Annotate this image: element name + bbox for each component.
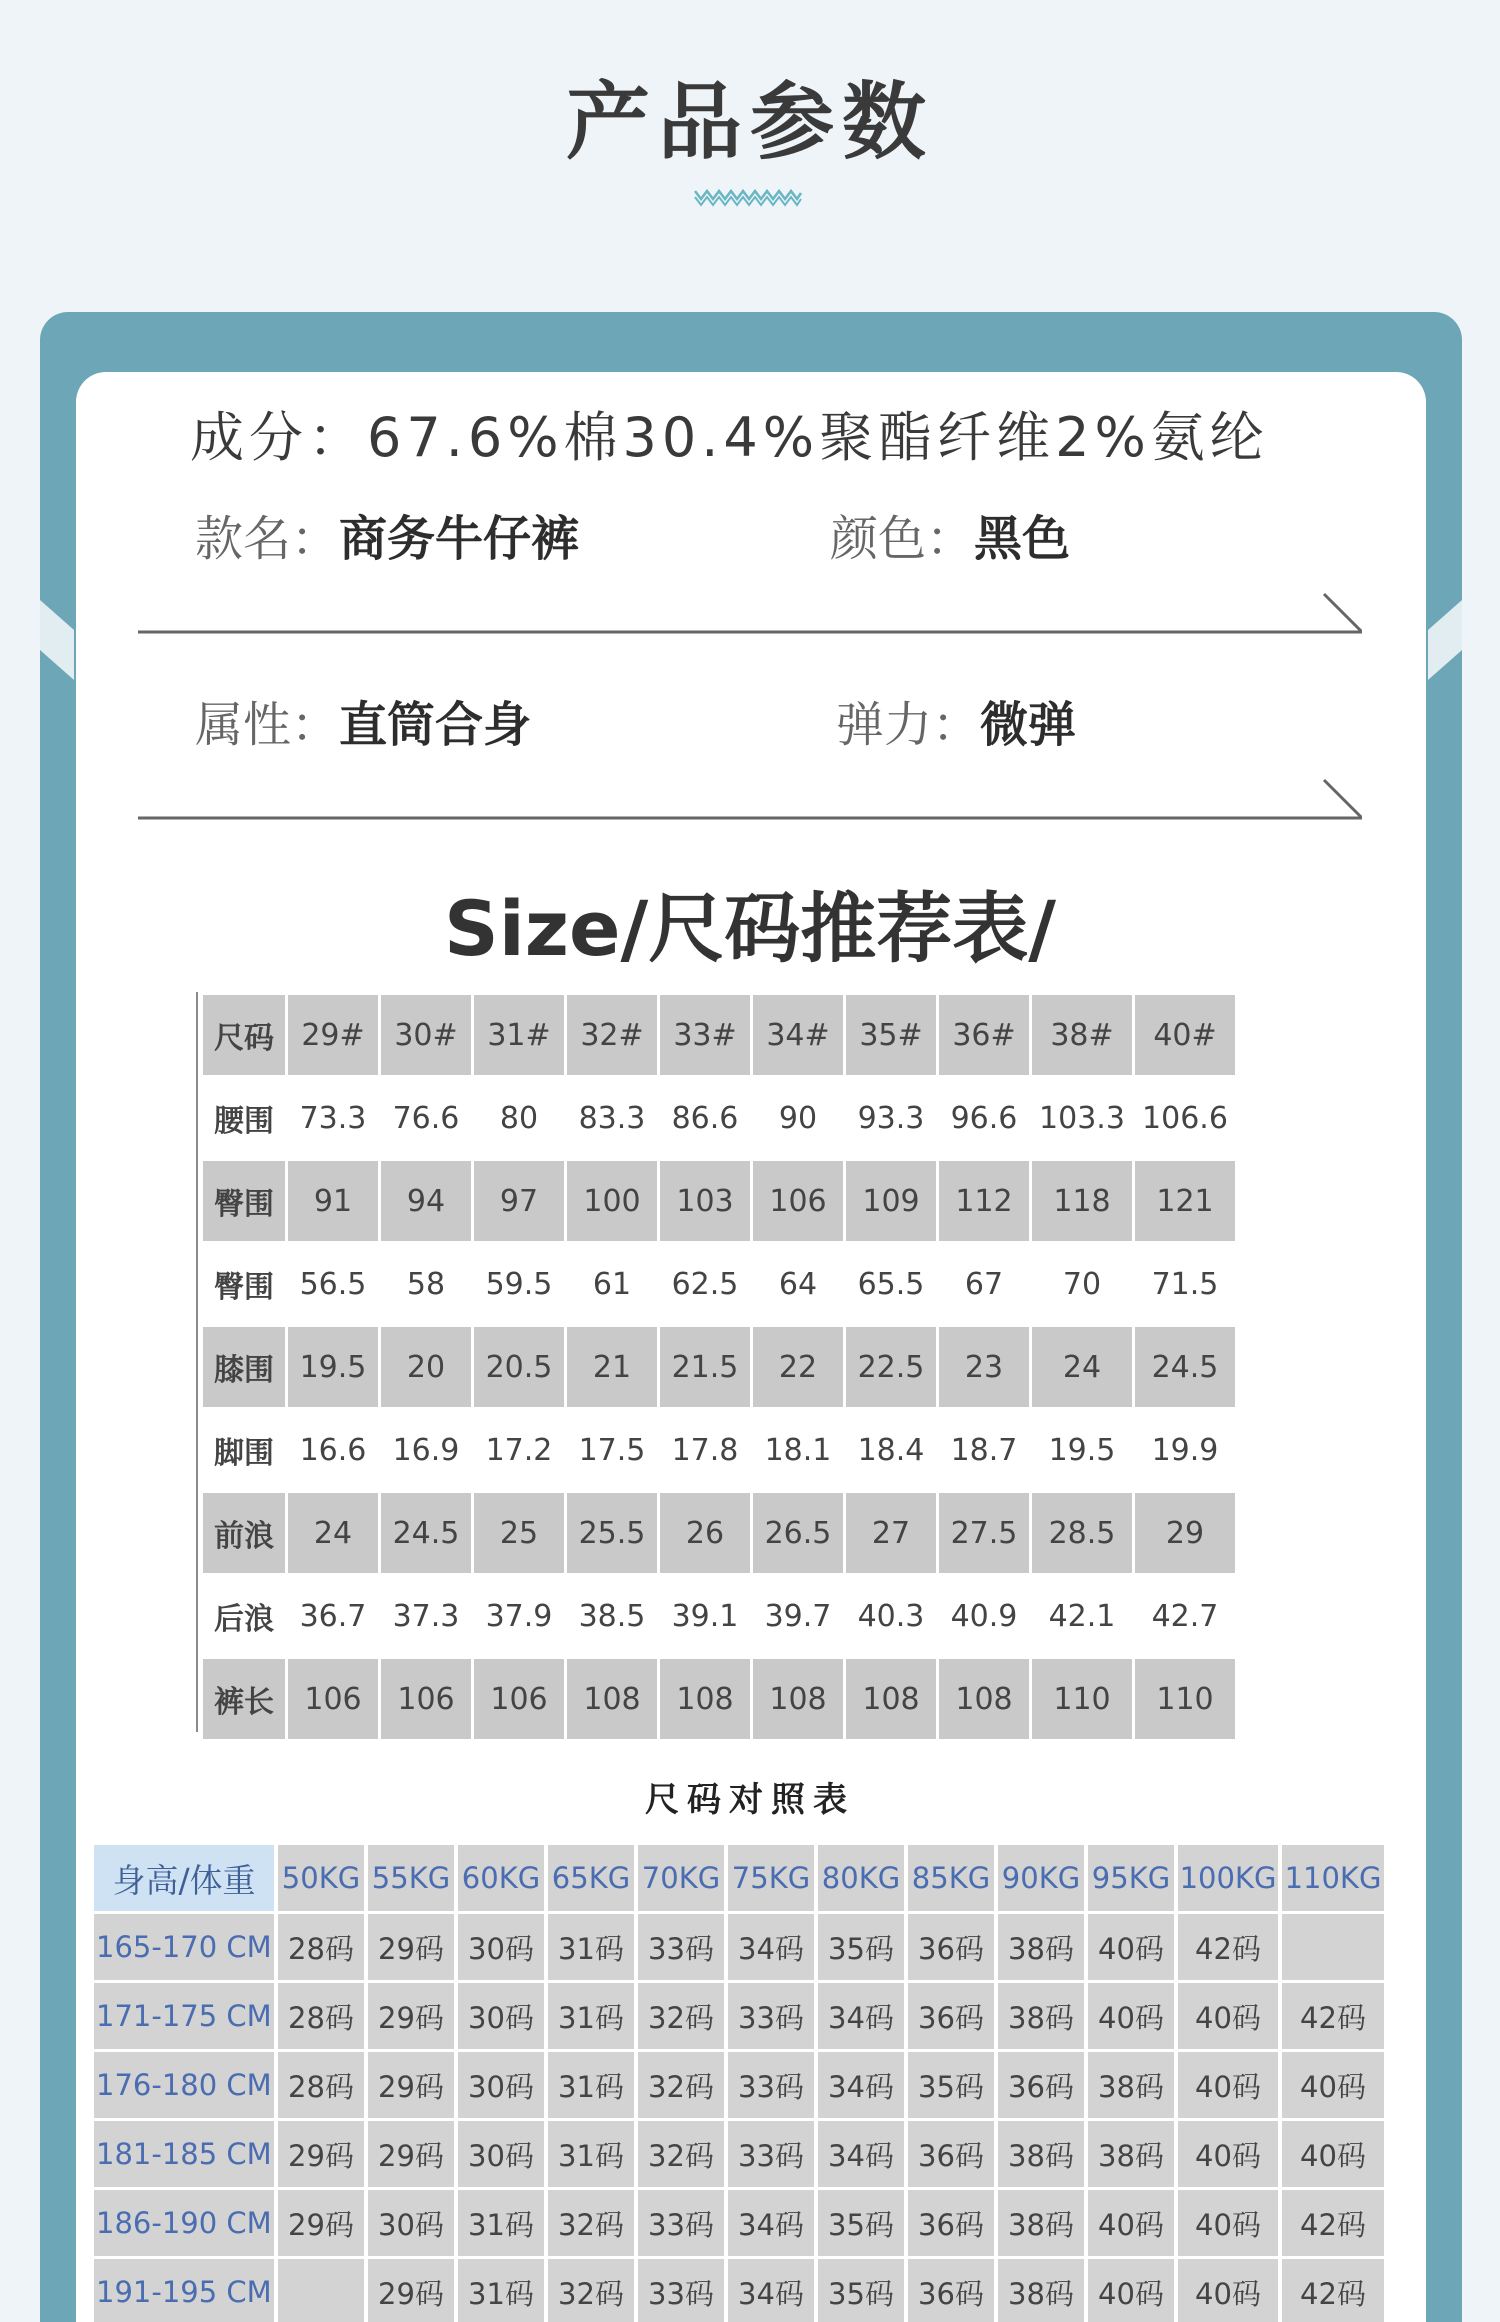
size-recommend-cell: 35码 xyxy=(818,2190,904,2256)
size-recommend-cell: 28码 xyxy=(278,1983,364,2049)
attr-key: 颜色： xyxy=(830,511,975,567)
attr-stretch xyxy=(836,686,1076,755)
size-cell: 16.6 xyxy=(288,1410,378,1490)
size-cell: 19.9 xyxy=(1135,1410,1235,1490)
size-row-label: 脚围 xyxy=(203,1410,285,1490)
compare-table-title: 尺码对照表 xyxy=(645,1780,855,1820)
size-table-title: Size/尺码推荐表/ xyxy=(443,884,1057,973)
size-cell: 24 xyxy=(1032,1327,1132,1407)
size-cell: 17.2 xyxy=(474,1410,564,1490)
size-recommend-cell: 29码 xyxy=(278,2121,364,2187)
size-recommend-cell: 40码 xyxy=(1088,1983,1174,2049)
size-recommend-cell: 34码 xyxy=(728,2190,814,2256)
size-cell: 19.5 xyxy=(1032,1410,1132,1490)
compare-row xyxy=(94,2121,1384,2187)
size-recommend-cell: 29码 xyxy=(368,2259,454,2322)
size-cell: 17.5 xyxy=(567,1410,657,1490)
size-cell: 110 xyxy=(1032,1659,1132,1739)
compare-row xyxy=(94,1983,1384,2049)
size-recommend-cell: 42码 xyxy=(1178,1914,1278,1980)
size-recommend-cell: 34码 xyxy=(818,1983,904,2049)
size-cell: 32# xyxy=(567,995,657,1075)
height-row-label: 181-185 CM xyxy=(94,2121,274,2187)
size-recommend-cell: 32码 xyxy=(548,2190,634,2256)
size-cell: 100 xyxy=(567,1161,657,1241)
size-cell: 22.5 xyxy=(846,1327,936,1407)
size-cell: 80 xyxy=(474,1078,564,1158)
size-cell: 26.5 xyxy=(753,1493,843,1573)
size-cell: 42.7 xyxy=(1135,1576,1235,1656)
size-row-label: 臀围 xyxy=(203,1161,285,1241)
size-cell: 106.6 xyxy=(1135,1078,1235,1158)
size-recommend-cell: 40码 xyxy=(1178,2190,1278,2256)
size-cell: 118 xyxy=(1032,1161,1132,1241)
size-recommend-cell: 36码 xyxy=(908,2259,994,2322)
size-cell: 25.5 xyxy=(567,1493,657,1573)
size-cell: 76.6 xyxy=(381,1078,471,1158)
size-cell: 36.7 xyxy=(288,1576,378,1656)
size-recommend-cell: 31码 xyxy=(458,2190,544,2256)
size-cell: 35# xyxy=(846,995,936,1075)
size-cell: 17.8 xyxy=(660,1410,750,1490)
size-recommend-cell: 38码 xyxy=(998,2259,1084,2322)
section-divider xyxy=(138,592,1362,644)
attr-style-name xyxy=(195,500,579,569)
size-row xyxy=(203,1659,1235,1739)
size-recommend-cell: 40码 xyxy=(1178,2052,1278,2118)
height-row-label: 191-195 CM xyxy=(94,2259,274,2322)
size-cell: 23 xyxy=(939,1327,1029,1407)
attr-value: 微弹 xyxy=(980,697,1077,753)
size-recommend-cell: 28码 xyxy=(278,2052,364,2118)
size-row xyxy=(203,1327,1235,1407)
height-row-label: 186-190 CM xyxy=(94,2190,274,2256)
size-cell: 93.3 xyxy=(846,1078,936,1158)
attr-fit xyxy=(195,686,531,755)
size-cell: 40.9 xyxy=(939,1576,1029,1656)
size-recommend-cell: 33码 xyxy=(728,2052,814,2118)
size-row-label: 裤长 xyxy=(203,1659,285,1739)
size-recommend-cell: 29码 xyxy=(278,2190,364,2256)
size-recommend-cell: 34码 xyxy=(818,2121,904,2187)
size-recommend-cell: 30码 xyxy=(458,1914,544,1980)
compare-row xyxy=(94,2259,1384,2322)
weight-header-cell: 50KG xyxy=(278,1845,364,1911)
weight-header-cell: 70KG xyxy=(638,1845,724,1911)
size-row xyxy=(203,1493,1235,1573)
size-row-label: 腰围 xyxy=(203,1078,285,1158)
size-recommend-cell: 40码 xyxy=(1088,2259,1174,2322)
attr-color xyxy=(830,500,1070,569)
size-recommend-cell: 31码 xyxy=(458,2259,544,2322)
size-cell: 59.5 xyxy=(474,1244,564,1324)
size-recommend-cell: 29码 xyxy=(368,2052,454,2118)
composition-text: 成分：67.6%棉30.4%聚酯纤维2%氨纶 xyxy=(190,406,1269,469)
size-cell: 30# xyxy=(381,995,471,1075)
weight-header-cell: 90KG xyxy=(998,1845,1084,1911)
size-recommend-cell: 31码 xyxy=(548,2052,634,2118)
table-left-rule xyxy=(196,992,198,1732)
page-title: 产品参数 xyxy=(565,73,934,171)
size-recommend-cell: 30码 xyxy=(458,1983,544,2049)
size-recommend-cell: 36码 xyxy=(908,2190,994,2256)
size-recommend-cell: 31码 xyxy=(548,1914,634,1980)
right-tab-decoration xyxy=(1428,600,1462,680)
size-cell: 106 xyxy=(288,1659,378,1739)
size-recommend-cell: 35码 xyxy=(818,2259,904,2322)
size-cell: 61 xyxy=(567,1244,657,1324)
attr-value: 黑色 xyxy=(974,511,1071,567)
size-cell: 19.5 xyxy=(288,1327,378,1407)
size-cell: 27 xyxy=(846,1493,936,1573)
size-recommend-cell: 36码 xyxy=(908,2121,994,2187)
size-cell: 27.5 xyxy=(939,1493,1029,1573)
size-recommend-cell: 33码 xyxy=(638,2190,724,2256)
attr-key: 款名： xyxy=(195,511,340,567)
size-cell: 90 xyxy=(753,1078,843,1158)
weight-header-cell: 100KG xyxy=(1178,1845,1278,1911)
size-cell: 67 xyxy=(939,1244,1029,1324)
size-recommend-cell: 36码 xyxy=(908,1914,994,1980)
weight-header-cell: 80KG xyxy=(818,1845,904,1911)
size-cell: 108 xyxy=(567,1659,657,1739)
size-cell: 106 xyxy=(474,1659,564,1739)
size-recommend-cell: 38码 xyxy=(1088,2052,1174,2118)
size-cell: 34# xyxy=(753,995,843,1075)
size-recommend-cell: 40码 xyxy=(1282,2121,1384,2187)
weight-header-cell: 95KG xyxy=(1088,1845,1174,1911)
size-recommend-cell: 34码 xyxy=(728,1914,814,1980)
size-recommend-cell: 30码 xyxy=(368,2190,454,2256)
size-recommend-cell: 35码 xyxy=(908,2052,994,2118)
size-recommend-cell: 35码 xyxy=(818,1914,904,1980)
size-cell: 106 xyxy=(753,1161,843,1241)
size-recommend-cell: 32码 xyxy=(638,2052,724,2118)
attr-value: 直筒合身 xyxy=(339,697,532,753)
size-recommend-cell: 38码 xyxy=(998,2190,1084,2256)
size-cell: 18.1 xyxy=(753,1410,843,1490)
size-recommend-cell: 38码 xyxy=(998,1914,1084,1980)
size-recommend-cell: 42码 xyxy=(1282,1983,1384,2049)
size-row-label: 后浪 xyxy=(203,1576,285,1656)
size-recommend-cell: 38码 xyxy=(998,1983,1084,2049)
size-cell: 31# xyxy=(474,995,564,1075)
height-row-label: 176-180 CM xyxy=(94,2052,274,2118)
weight-header-cell: 60KG xyxy=(458,1845,544,1911)
size-recommend-cell: 33码 xyxy=(638,1914,724,1980)
attr-value: 商务牛仔裤 xyxy=(339,511,580,567)
size-cell: 16.9 xyxy=(381,1410,471,1490)
size-cell: 25 xyxy=(474,1493,564,1573)
size-recommend-cell: 40码 xyxy=(1178,1983,1278,2049)
size-cell: 58 xyxy=(381,1244,471,1324)
compare-corner-cell: 身高/体重 xyxy=(94,1845,274,1911)
size-cell: 97 xyxy=(474,1161,564,1241)
size-recommend-cell: 29码 xyxy=(368,2121,454,2187)
size-cell: 110 xyxy=(1135,1659,1235,1739)
attr-key: 属性： xyxy=(195,697,340,753)
size-cell: 71.5 xyxy=(1135,1244,1235,1324)
size-recommend-cell: 33码 xyxy=(728,2121,814,2187)
size-recommend-cell: 33码 xyxy=(728,1983,814,2049)
size-cell: 96.6 xyxy=(939,1078,1029,1158)
compare-header-row xyxy=(94,1845,1384,1911)
size-cell: 86.6 xyxy=(660,1078,750,1158)
size-recommend-cell: 30码 xyxy=(458,2052,544,2118)
size-recommend-cell xyxy=(1282,1914,1384,1980)
size-cell: 33# xyxy=(660,995,750,1075)
size-row-label: 前浪 xyxy=(203,1493,285,1573)
weight-header-cell: 110KG xyxy=(1282,1845,1384,1911)
size-cell: 37.9 xyxy=(474,1576,564,1656)
size-cell: 38.5 xyxy=(567,1576,657,1656)
size-recommend-cell: 33码 xyxy=(638,2259,724,2322)
size-recommend-cell: 32码 xyxy=(638,1983,724,2049)
size-recommend-cell: 28码 xyxy=(278,1914,364,1980)
size-cell: 21 xyxy=(567,1327,657,1407)
size-recommend-cell: 42码 xyxy=(1282,2259,1384,2322)
size-cell: 65.5 xyxy=(846,1244,936,1324)
size-cell: 24 xyxy=(288,1493,378,1573)
size-cell: 36# xyxy=(939,995,1029,1075)
size-row-label: 臀围 xyxy=(203,1244,285,1324)
size-recommend-cell: 32码 xyxy=(638,2121,724,2187)
size-recommend-cell: 40码 xyxy=(1178,2259,1278,2322)
size-recommend-cell: 30码 xyxy=(458,2121,544,2187)
size-cell: 42.1 xyxy=(1032,1576,1132,1656)
size-recommend-cell: 29码 xyxy=(368,1983,454,2049)
size-row xyxy=(203,1078,1235,1158)
size-row-label: 尺码 xyxy=(203,995,285,1075)
size-cell: 18.4 xyxy=(846,1410,936,1490)
size-cell: 24.5 xyxy=(381,1493,471,1573)
size-cell: 29# xyxy=(288,995,378,1075)
left-tab-decoration xyxy=(40,600,74,680)
size-cell: 26 xyxy=(660,1493,750,1573)
compare-table xyxy=(90,1842,1388,2322)
size-recommend-cell: 42码 xyxy=(1282,2190,1384,2256)
size-cell: 73.3 xyxy=(288,1078,378,1158)
attr-key: 弹力： xyxy=(836,697,981,753)
size-cell: 108 xyxy=(753,1659,843,1739)
size-recommend-cell: 34码 xyxy=(728,2259,814,2322)
size-row xyxy=(203,1161,1235,1241)
size-cell: 83.3 xyxy=(567,1078,657,1158)
size-cell: 106 xyxy=(381,1659,471,1739)
size-cell: 39.1 xyxy=(660,1576,750,1656)
size-recommend-cell: 38码 xyxy=(998,2121,1084,2187)
height-row-label: 171-175 CM xyxy=(94,1983,274,2049)
size-row xyxy=(203,1410,1235,1490)
size-cell: 37.3 xyxy=(381,1576,471,1656)
size-cell: 56.5 xyxy=(288,1244,378,1324)
section-divider xyxy=(138,778,1362,830)
size-recommend-cell: 31码 xyxy=(548,2121,634,2187)
size-recommend-cell: 32码 xyxy=(548,2259,634,2322)
size-cell: 62.5 xyxy=(660,1244,750,1324)
size-cell: 20 xyxy=(381,1327,471,1407)
size-cell: 103 xyxy=(660,1161,750,1241)
size-cell: 64 xyxy=(753,1244,843,1324)
size-cell: 94 xyxy=(381,1161,471,1241)
size-cell: 70 xyxy=(1032,1244,1132,1324)
compare-row xyxy=(94,2190,1384,2256)
size-recommend-cell: 36码 xyxy=(998,2052,1084,2118)
size-header-row xyxy=(203,995,1235,1075)
size-cell: 21.5 xyxy=(660,1327,750,1407)
size-recommend-cell: 36码 xyxy=(908,1983,994,2049)
size-cell: 40.3 xyxy=(846,1576,936,1656)
size-cell: 22 xyxy=(753,1327,843,1407)
size-recommend-cell: 29码 xyxy=(368,1914,454,1980)
size-recommend-cell xyxy=(278,2259,364,2322)
size-cell: 29 xyxy=(1135,1493,1235,1573)
size-row-label: 膝围 xyxy=(203,1327,285,1407)
size-row xyxy=(203,1576,1235,1656)
size-cell: 39.7 xyxy=(753,1576,843,1656)
size-cell: 108 xyxy=(846,1659,936,1739)
size-recommend-cell: 38码 xyxy=(1088,2121,1174,2187)
size-cell: 40# xyxy=(1135,995,1235,1075)
size-recommend-cell: 34码 xyxy=(818,2052,904,2118)
weight-header-cell: 65KG xyxy=(548,1845,634,1911)
size-recommend-cell: 40码 xyxy=(1178,2121,1278,2187)
size-cell: 24.5 xyxy=(1135,1327,1235,1407)
weight-header-cell: 55KG xyxy=(368,1845,454,1911)
weight-header-cell: 85KG xyxy=(908,1845,994,1911)
size-cell: 18.7 xyxy=(939,1410,1029,1490)
size-cell: 28.5 xyxy=(1032,1493,1132,1573)
weight-header-cell: 75KG xyxy=(728,1845,814,1911)
size-cell: 20.5 xyxy=(474,1327,564,1407)
size-row xyxy=(203,1244,1235,1324)
size-cell: 112 xyxy=(939,1161,1029,1241)
size-cell: 103.3 xyxy=(1032,1078,1132,1158)
size-cell: 109 xyxy=(846,1161,936,1241)
size-recommend-cell: 31码 xyxy=(548,1983,634,2049)
size-cell: 38# xyxy=(1032,995,1132,1075)
size-cell: 108 xyxy=(939,1659,1029,1739)
wave-divider-icon xyxy=(693,183,807,207)
compare-row xyxy=(94,1914,1384,1980)
size-cell: 121 xyxy=(1135,1161,1235,1241)
height-row-label: 165-170 CM xyxy=(94,1914,274,1980)
size-recommend-cell: 40码 xyxy=(1088,2190,1174,2256)
size-cell: 108 xyxy=(660,1659,750,1739)
compare-row xyxy=(94,2052,1384,2118)
size-cell: 91 xyxy=(288,1161,378,1241)
size-table xyxy=(200,992,1238,1742)
size-recommend-cell: 40码 xyxy=(1282,2052,1384,2118)
size-recommend-cell: 40码 xyxy=(1088,1914,1174,1980)
